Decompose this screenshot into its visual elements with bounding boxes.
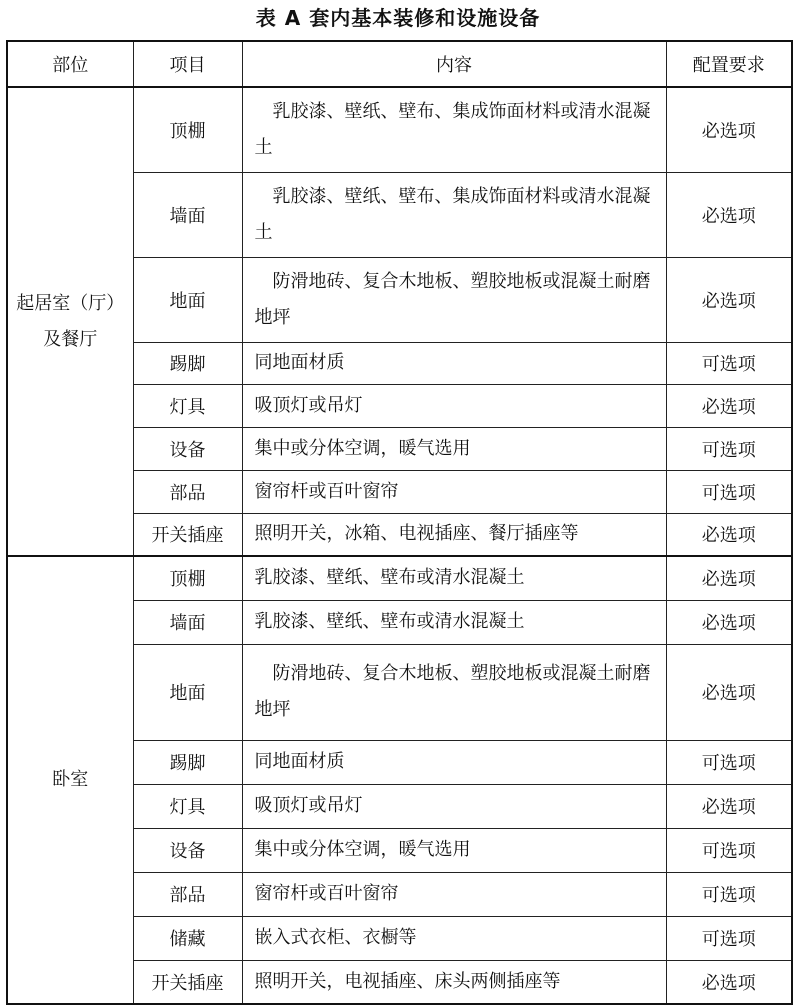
item-cell: 顶棚	[133, 556, 242, 600]
content-cell: 防滑地砖、复合木地板、塑胶地板或混凝土耐磨地坪	[242, 257, 666, 342]
content-cell: 照明开关，电视插座、床头两侧插座等	[242, 960, 666, 1004]
content-cell: 集中或分体空调，暖气选用	[242, 828, 666, 872]
item-cell: 灯具	[133, 784, 242, 828]
requirement-cell: 可选项	[666, 872, 792, 916]
part-label-line1: 卧室	[52, 769, 89, 790]
requirement-cell: 必选项	[666, 960, 792, 1004]
requirement-cell: 必选项	[666, 644, 792, 740]
requirement-cell: 必选项	[666, 257, 792, 342]
content-cell: 照明开关，冰箱、电视插座、餐厅插座等	[242, 513, 666, 556]
table-title: 表 A 套内基本装修和设施设备	[255, 6, 541, 30]
table-row	[7, 87, 792, 172]
part-label-line1: 起居室（厅）	[16, 292, 125, 314]
content-cell: 同地面材质	[242, 740, 666, 784]
content-cell: 嵌入式衣柜、衣橱等	[242, 916, 666, 960]
header-content: 内容	[242, 41, 666, 87]
item-cell: 顶棚	[133, 87, 242, 172]
item-cell: 墙面	[133, 172, 242, 257]
content-cell: 乳胶漆、壁纸、壁布或清水混凝土	[242, 600, 666, 644]
item-cell: 开关插座	[133, 960, 242, 1004]
part-cell-living	[7, 87, 133, 556]
part-label-line2: 及餐厅	[43, 328, 98, 350]
requirement-cell: 可选项	[666, 828, 792, 872]
requirement-cell: 可选项	[666, 342, 792, 384]
item-cell: 设备	[133, 828, 242, 872]
item-cell: 部品	[133, 872, 242, 916]
item-cell: 踢脚	[133, 740, 242, 784]
fitout-table	[6, 40, 793, 1005]
requirement-cell: 可选项	[666, 916, 792, 960]
requirement-cell: 必选项	[666, 384, 792, 427]
requirement-cell: 必选项	[666, 87, 792, 172]
requirement-cell: 必选项	[666, 513, 792, 556]
item-cell: 踢脚	[133, 342, 242, 384]
header-part: 部位	[7, 41, 133, 87]
content-cell: 窗帘杆或百叶窗帘	[242, 872, 666, 916]
content-cell: 集中或分体空调，暖气选用	[242, 427, 666, 470]
requirement-cell: 可选项	[666, 740, 792, 784]
requirement-cell: 必选项	[666, 784, 792, 828]
content-cell: 窗帘杆或百叶窗帘	[242, 470, 666, 513]
item-cell: 地面	[133, 257, 242, 342]
table-row	[7, 556, 792, 600]
header-requirement: 配置要求	[666, 41, 792, 87]
item-cell: 地面	[133, 644, 242, 740]
content-cell: 同地面材质	[242, 342, 666, 384]
item-cell: 灯具	[133, 384, 242, 427]
item-cell: 开关插座	[133, 513, 242, 556]
item-cell: 设备	[133, 427, 242, 470]
part-cell-bedroom	[7, 556, 133, 1004]
header-item: 项目	[133, 41, 242, 87]
item-cell: 部品	[133, 470, 242, 513]
content-cell: 乳胶漆、壁纸、壁布、集成饰面材料或清水混凝土	[242, 87, 666, 172]
content-cell: 乳胶漆、壁纸、壁布、集成饰面材料或清水混凝土	[242, 172, 666, 257]
requirement-cell: 必选项	[666, 172, 792, 257]
item-cell: 储藏	[133, 916, 242, 960]
content-cell: 吸顶灯或吊灯	[242, 384, 666, 427]
header-row	[7, 41, 792, 87]
requirement-cell: 可选项	[666, 470, 792, 513]
content-cell: 乳胶漆、壁纸、壁布或清水混凝土	[242, 556, 666, 600]
content-cell: 吸顶灯或吊灯	[242, 784, 666, 828]
requirement-cell: 可选项	[666, 427, 792, 470]
requirement-cell: 必选项	[666, 556, 792, 600]
item-cell: 墙面	[133, 600, 242, 644]
requirement-cell: 必选项	[666, 600, 792, 644]
content-cell: 防滑地砖、复合木地板、塑胶地板或混凝土耐磨地坪	[242, 644, 666, 740]
